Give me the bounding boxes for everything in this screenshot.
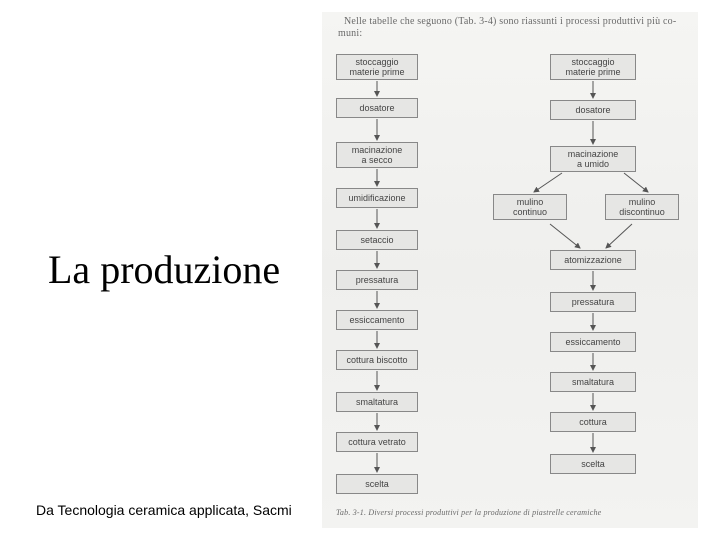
- wet-step: [550, 372, 636, 392]
- dry-step: [336, 270, 418, 290]
- scanned-flowchart: [322, 12, 698, 528]
- wet-step: [550, 100, 636, 120]
- table-caption: Tab. 3-1. Diversi processi produttivi per la produzione di piastrelle ceramiche: [336, 508, 602, 517]
- mill-discontinuous: [605, 194, 679, 220]
- dry-step: [336, 474, 418, 494]
- source-caption: Da Tecnologia ceramica applicata, Sacmi: [36, 502, 292, 518]
- mill-continuous: [493, 194, 567, 220]
- wet-step: [550, 454, 636, 474]
- process-step-label: cottura biscotto: [346, 355, 408, 365]
- process-step-label: essiccamento: [565, 337, 621, 347]
- intro-text-line2: muni:: [338, 28, 363, 39]
- process-step-label: scelta: [581, 459, 605, 469]
- dry-step: [336, 392, 418, 412]
- wet-step: [550, 412, 636, 432]
- dry-step: [336, 350, 418, 370]
- process-step-label: dosatore: [359, 103, 395, 113]
- wet-step: [550, 54, 636, 80]
- dry-step: [336, 310, 418, 330]
- process-step-label: atomizzazione: [564, 255, 622, 265]
- process-step-label: cottura vetrato: [348, 437, 406, 447]
- slide-title: La produzione: [48, 247, 281, 292]
- flow-arrow: [606, 224, 632, 248]
- dry-step: [336, 188, 418, 208]
- flow-arrow: [550, 224, 580, 248]
- intro-text-line1: Nelle tabelle che seguono (Tab. 3-4) sono riassunti i processi produttivi più co-: [344, 16, 677, 27]
- process-step-label: setaccio: [360, 235, 394, 245]
- process-step-label: pressatura: [571, 297, 615, 307]
- wet-step: [550, 292, 636, 312]
- process-step-label: smaltatura: [571, 377, 615, 387]
- process-step-label: smaltatura: [355, 397, 399, 407]
- process-step-label: dosatore: [575, 105, 611, 115]
- dry-step: [336, 432, 418, 452]
- wet-step: [550, 250, 636, 270]
- process-step-label: stoccaggio materie prime: [349, 57, 405, 77]
- wet-step: [550, 332, 636, 352]
- process-step-label: essiccamento: [349, 315, 405, 325]
- process-step-label: mulino continuo: [512, 197, 548, 217]
- process-step-label: scelta: [365, 479, 389, 489]
- process-step-label: mulino discontinuo: [619, 197, 665, 217]
- wet-step: [550, 146, 636, 172]
- dry-step: [336, 142, 418, 168]
- process-step-label: umidificazione: [348, 193, 406, 203]
- process-step-label: macinazione a secco: [351, 145, 403, 165]
- dry-step: [336, 230, 418, 250]
- process-step-label: macinazione a umido: [567, 149, 619, 169]
- dry-step: [336, 98, 418, 118]
- process-step-label: stoccaggio materie prime: [565, 57, 621, 77]
- process-step-label: pressatura: [355, 275, 399, 285]
- flow-arrow: [534, 173, 562, 192]
- flow-arrow: [624, 173, 648, 192]
- process-step-label: cottura: [579, 417, 607, 427]
- dry-step: [336, 54, 418, 80]
